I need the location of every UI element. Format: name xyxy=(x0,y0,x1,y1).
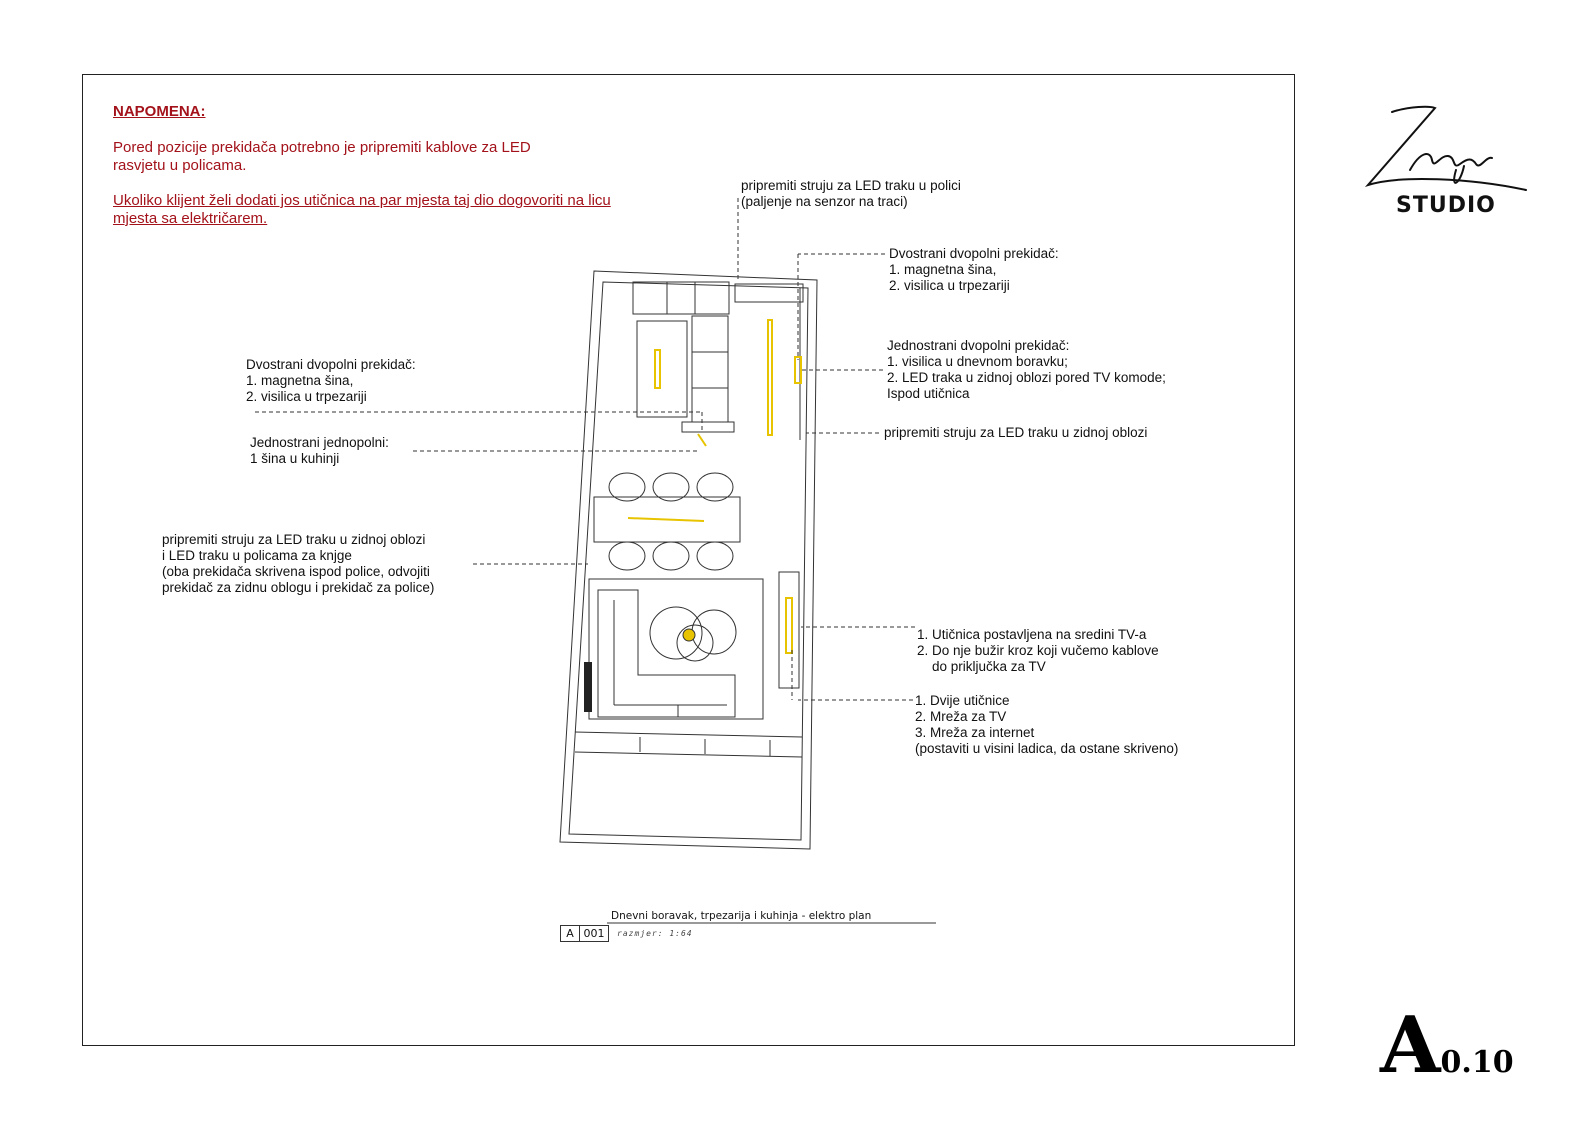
note-paragraph-2: Ukoliko klijent želi dodati jos utičnica na par mjesta taj dio dogovoriti na licu mjesta sa električarem. xyxy=(113,192,611,227)
title-block-section: A xyxy=(560,925,580,942)
label-sockets: 1. Dvije utičnice 2. Mreža za TV 3. Mreža za internet (postaviti u visini ladica, da ostane skriveno) xyxy=(915,693,1179,756)
label-led-wall: pripremiti struju za LED traku u zidnoj oblozi xyxy=(884,425,1148,440)
label-two-way-switch-left: Dvostrani dvopolni prekidač: 1. magnetna šina, 2. visilica u trpezariji xyxy=(246,357,416,404)
title-block-scale: razmjer: 1:64 xyxy=(617,929,693,938)
label-tv-socket: 1. Utičnica postavljena na sredini TV-a 2. Do nje bužir kroz koji vučemo kablove do priključka za TV xyxy=(917,627,1159,674)
studio-wordmark: STUDIO xyxy=(1396,193,1496,218)
label-single-switch-left: Jednostrani jednopolni: 1 šina u kuhinji xyxy=(250,435,389,466)
title-block-number: 001 xyxy=(579,925,609,942)
sheet-letter: A xyxy=(1380,1000,1441,1091)
label-led-shelf: pripremiti struju za LED traku u polici (paljenje na senzor na traci) xyxy=(741,178,961,209)
logo-text: Zinger xyxy=(1360,100,1363,101)
sheet-index: 0.10 xyxy=(1440,1045,1514,1080)
label-two-way-switch-right: Dvostrani dvopolni prekidač: 1. magnetna šina, 2. visilica u trpezariji xyxy=(889,246,1059,293)
label-led-books: pripremiti struju za LED traku u zidnoj oblozi i LED traku u policama za knjge (oba prekidača skrivena ispod police, odvojiti prekidač za zidnu oblogu i prekidač za police) xyxy=(162,532,435,595)
note-paragraph-1: Pored pozicije prekidača potrebno je pripremiti kablove za LED rasvjetu u policama. xyxy=(113,139,531,174)
drawing-title: Dnevni boravak, trpezarija i kuhinja - elektro plan xyxy=(611,910,872,922)
label-one-way-switch-right: Jednostrani dvopolni prekidač: 1. visilica u dnevnom boravku; 2. LED traka u zidnoj oblozi pored TV komode; Ispod utičnica xyxy=(887,338,1166,401)
note-title: NAPOMENA: xyxy=(113,103,206,120)
sheet-number xyxy=(1380,1000,1514,1091)
